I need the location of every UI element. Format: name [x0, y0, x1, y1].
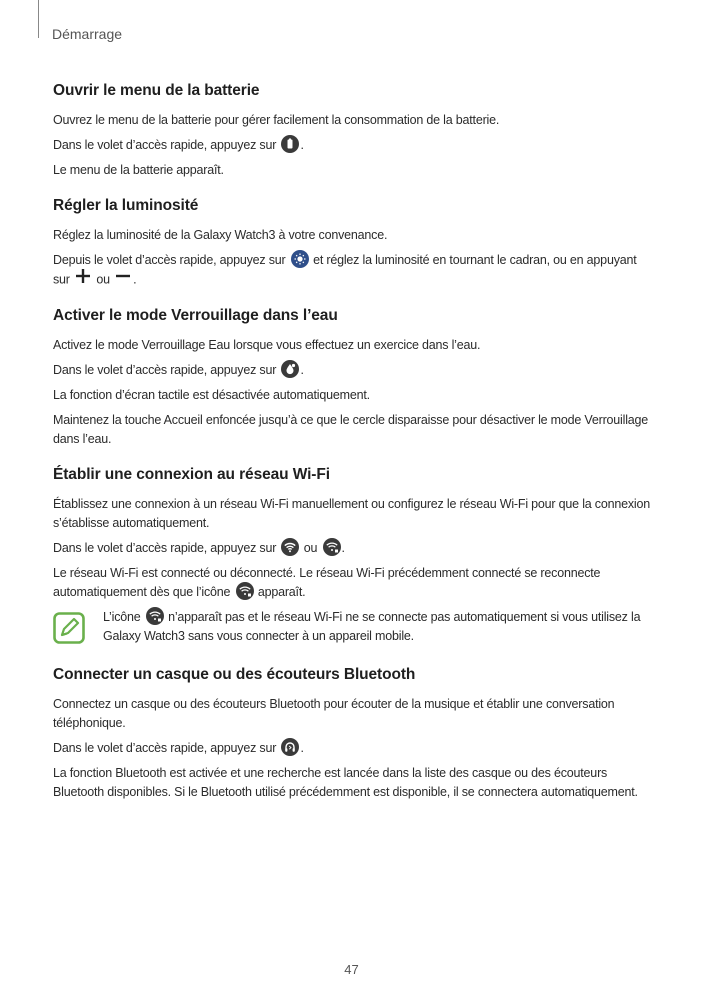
- section-bluetooth: [53, 666, 653, 802]
- note-pencil-icon: [53, 612, 85, 644]
- paragraph: Réglez la luminosité de la Galaxy Watch3 à votre convenance.: [53, 228, 388, 242]
- section-title: Régler la luminosité: [53, 197, 199, 214]
- section-battery: [53, 82, 653, 180]
- paragraph: Dans le volet d’accès rapide, appuyez sur .: [53, 361, 653, 380]
- battery-icon: [281, 135, 299, 153]
- section-water-lock: [53, 307, 653, 449]
- page-number: 47: [344, 962, 359, 977]
- paragraph: Le menu de la batterie apparaît.: [53, 163, 224, 177]
- section-title: Activer le mode Verrouillage dans l’eau: [53, 307, 338, 324]
- paragraph: Dans le volet d’accès rapide, appuyez sur ou .: [53, 539, 653, 558]
- paragraph: Connectez un casque ou des écouteurs Bluetooth pour écouter de la musique et établir une conversation téléphonique.: [53, 697, 615, 730]
- chapter-label: Démarrage: [52, 26, 123, 42]
- wifi-auto-icon: [146, 607, 164, 625]
- paragraph: La fonction Bluetooth est activée et une recherche est lancée dans la liste des casque ou des écouteurs Bluetooth disponibles. Si le Bluetooth utilisé précédemment est disponible, il se connectera automatiquement.: [53, 766, 638, 799]
- paragraph: La fonction d’écran tactile est désactivée automatiquement.: [53, 388, 370, 402]
- wifi-auto-icon: [236, 582, 254, 600]
- paragraph: Dans le volet d’accès rapide, appuyez sur .: [53, 739, 653, 758]
- paragraph: Établissez une connexion à un réseau Wi-Fi manuellement ou configurez le réseau Wi-Fi pour que la connexion s’établisse automatiquement.: [53, 497, 650, 530]
- section-title: Connecter un casque ou des écouteurs Bluetooth: [53, 666, 416, 683]
- section-title: Ouvrir le menu de la batterie: [53, 82, 260, 99]
- wifi-auto-icon: [323, 538, 341, 556]
- water-lock-icon: [281, 360, 299, 378]
- section-brightness: [53, 197, 653, 290]
- note-text: L’icône n’apparaît pas et le réseau Wi-Fi ne se connecte pas automatiquement si vous utilisez la Galaxy Watch3 sans vous connecter à un appareil mobile.: [103, 608, 653, 646]
- section-wifi: [53, 466, 653, 646]
- section-title: Établir une connexion au réseau Wi-Fi: [53, 466, 330, 483]
- paragraph: Depuis le volet d’accès rapide, appuyez sur et réglez la luminosité en tournant le cadran, ou en appuyant sur ou .: [53, 251, 653, 290]
- bluetooth-headset-icon: [281, 738, 299, 756]
- page-content: [53, 82, 653, 819]
- brightness-icon: [291, 250, 309, 268]
- paragraph: Activez le mode Verrouillage Eau lorsque vous effectuez un exercice dans l’eau.: [53, 338, 481, 352]
- paragraph: Maintenez la touche Accueil enfoncée jusqu’à ce que le cercle disparaisse pour désactiver le mode Verrouillage dans l’eau.: [53, 413, 649, 446]
- minus-icon: [115, 268, 131, 290]
- wifi-icon: [281, 538, 299, 556]
- paragraph: Dans le volet d’accès rapide, appuyez sur .: [53, 136, 653, 155]
- header-divider: [38, 0, 39, 38]
- plus-icon: [75, 268, 91, 290]
- paragraph: Ouvrez le menu de la batterie pour gérer facilement la consommation de la batterie.: [53, 113, 500, 127]
- paragraph: Le réseau Wi-Fi est connecté ou déconnecté. Le réseau Wi-Fi précédemment connecté se reconnecte automatiquement dès que l’icône apparaît.: [53, 566, 601, 599]
- note-box: [53, 608, 653, 646]
